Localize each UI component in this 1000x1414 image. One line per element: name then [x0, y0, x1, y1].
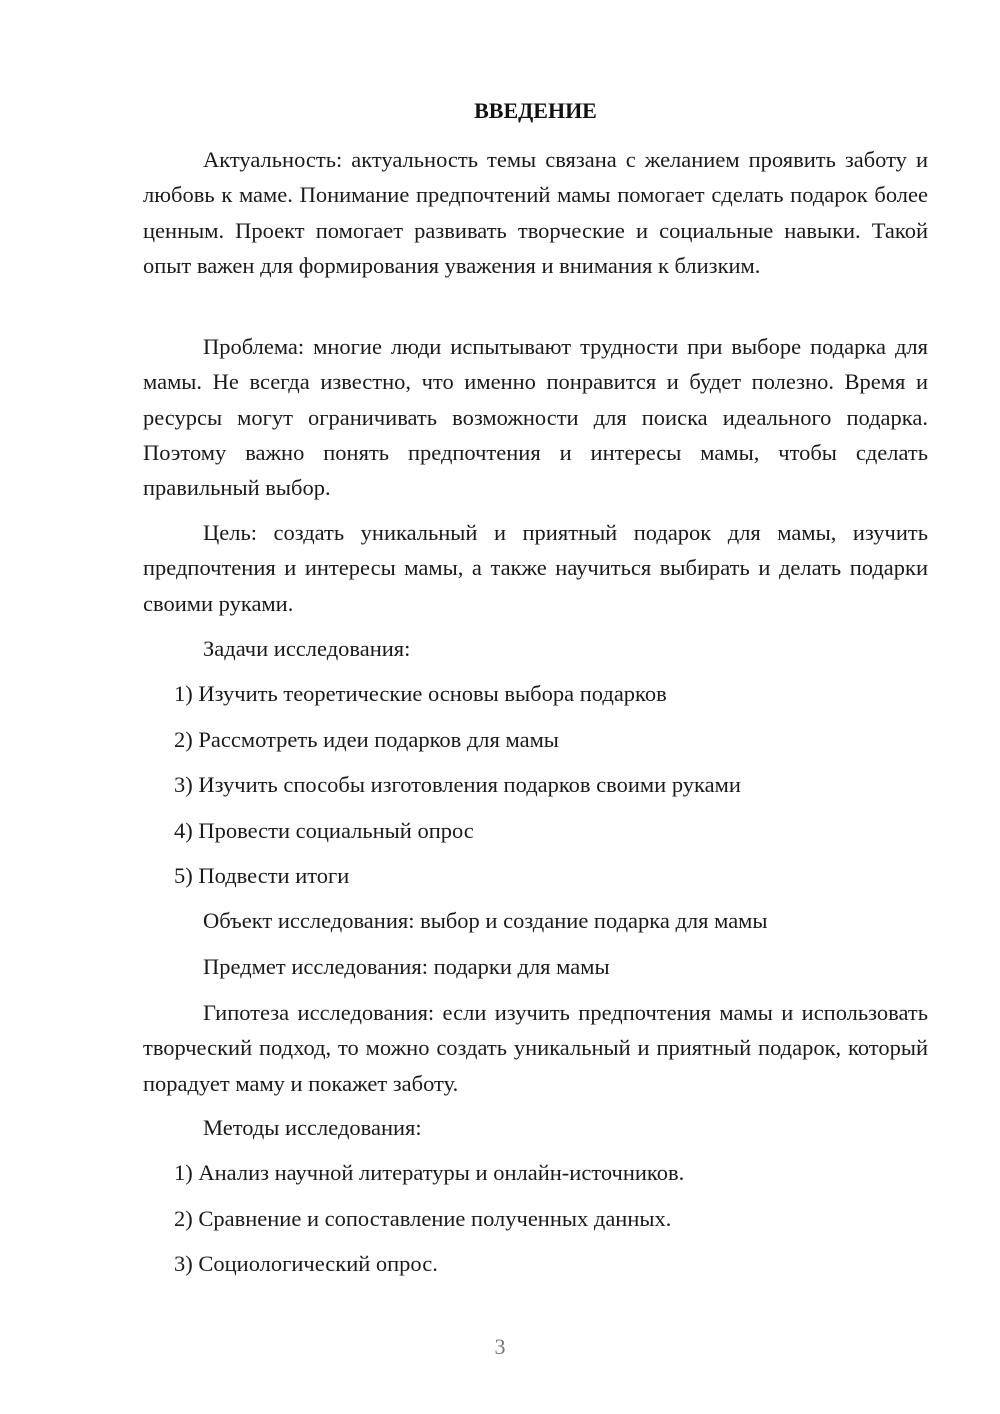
task-item: 1) Изучить теоретические основы выбора подарков	[174, 681, 667, 706]
problem-paragraph: Проблема: многие люди испытывают трудности при выборе подарка для мамы. Не всегда известно, что именно понравится и будет полезно. Время и ресурсы могут ограничивать возможности для поиска идеального подарка. Поэтому важно понять предпочтения и интересы мамы, чтобы сделать правильный выбор.	[143, 334, 928, 501]
relevance-paragraph: Актуальность: актуальность темы связана с желанием проявить заботу и любовь к маме. Понимание предпочтений мамы помогает сделать подарок более ценным. Проект помогает развивать творческие и социальные навыки. Такой опыт важен для формирования уважения и внимания к близким.	[143, 147, 928, 278]
goal-paragraph: Цель: создать уникальный и приятный подарок для мамы, изучить предпочтения и интересы мамы, а также научиться выбирать и делать подарки своими руками.	[143, 520, 928, 616]
method-item: 2) Сравнение и сопоставление полученных данных.	[174, 1206, 672, 1231]
method-item: 1) Анализ научной литературы и онлайн-источников.	[174, 1160, 685, 1185]
tasks-heading: Задачи исследования:	[203, 636, 411, 661]
research-object: Объект исследования: выбор и создание подарка для мамы	[203, 908, 768, 933]
research-subject: Предмет исследования: подарки для мамы	[203, 954, 610, 979]
hypothesis-paragraph: Гипотеза исследования: если изучить предпочтения мамы и использовать творческий подход, то можно создать уникальный и приятный подарок, который порадует маму и покажет заботу.	[143, 1000, 928, 1096]
method-item: 3) Социологический опрос.	[174, 1251, 438, 1276]
page-title: ВВЕДЕНИЕ	[474, 98, 597, 123]
methods-heading: Методы исследования:	[203, 1115, 422, 1140]
page-number: 3	[494, 1334, 506, 1359]
task-item: 3) Изучить способы изготовления подарков своими руками	[174, 772, 741, 797]
task-item: 2) Рассмотреть идеи подарков для мамы	[174, 727, 559, 752]
task-item: 4) Провести социальный опрос	[174, 818, 474, 843]
task-item: 5) Подвести итоги	[174, 863, 350, 888]
